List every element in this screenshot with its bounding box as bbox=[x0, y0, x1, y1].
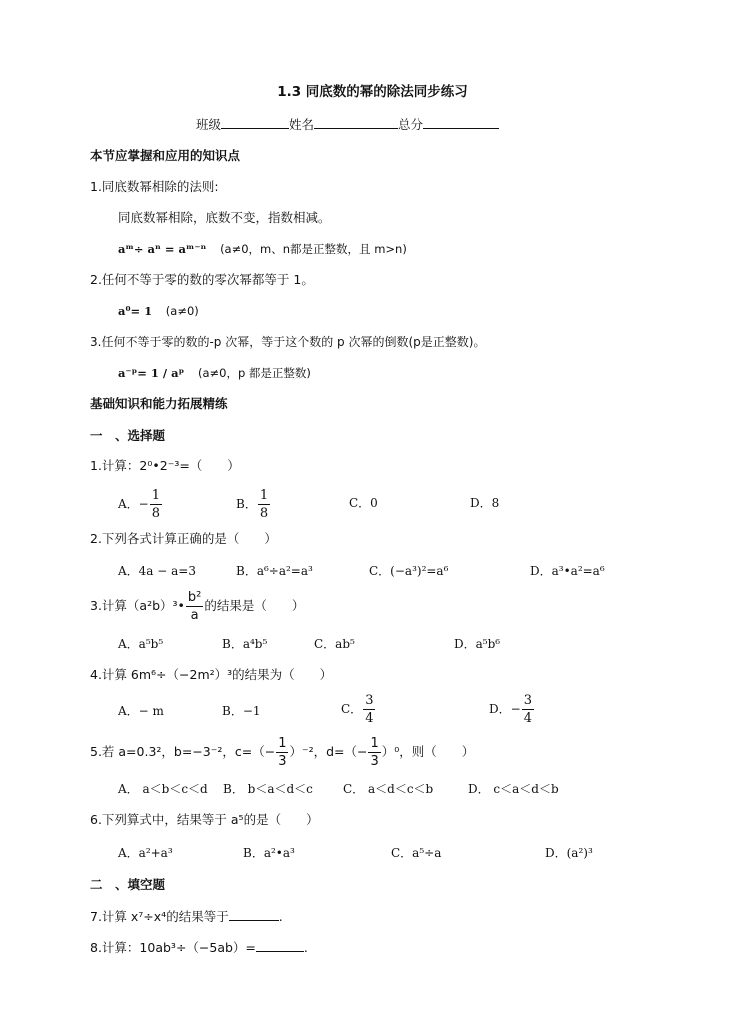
q5-stem-a: 5.若 a=0.3²，b=−3⁻²，c=（− bbox=[90, 744, 276, 759]
q3-stem-pre: 3.计算（a²b）³• bbox=[90, 598, 185, 613]
k3-title: 3.任何不等于零的数的-p 次幂，等于这个数的 p 次幂的倒数(p是正整数)。 bbox=[90, 335, 486, 349]
q1-option-a-fraction bbox=[150, 488, 162, 521]
k2-condition: (a≠0) bbox=[165, 304, 199, 318]
fraction-denominator: 3 bbox=[278, 754, 287, 769]
q4-option-c-fraction bbox=[363, 693, 375, 726]
fraction-denominator: 4 bbox=[365, 711, 374, 726]
q7-end: . bbox=[278, 909, 283, 924]
q4-stem: 4.计算 6m⁶÷（−2m²）³的结果为（ ） bbox=[90, 667, 333, 682]
q1-option-a-prefix: A．− bbox=[118, 497, 149, 511]
fraction-numerator: 3 bbox=[523, 693, 532, 708]
q7-line bbox=[90, 908, 283, 925]
q5-d-fraction bbox=[368, 736, 380, 769]
q6-option-d[interactable]: D．(a²)³ bbox=[545, 846, 593, 860]
fraction-numerator: 1 bbox=[259, 488, 269, 503]
q4-option-d[interactable] bbox=[489, 693, 535, 726]
q1-option-b-prefix: B． bbox=[236, 497, 257, 511]
q5-stem-c: ）⁰，则（ ） bbox=[381, 744, 475, 759]
q6-stem: 6.下列算式中，结果等于 a⁵的是（ ） bbox=[90, 812, 319, 827]
q3-stem bbox=[90, 590, 304, 623]
q1-option-c[interactable]: C．0 bbox=[349, 496, 378, 510]
q2-option-b[interactable]: B．a⁶÷a²=a³ bbox=[236, 564, 313, 578]
q3-option-d[interactable]: D．a⁵b⁶ bbox=[454, 637, 501, 651]
part2-heading: 二 、填空题 bbox=[90, 877, 166, 892]
q5-option-a[interactable]: A． a＜b＜c＜d bbox=[118, 782, 208, 796]
q8-answer-blank[interactable] bbox=[256, 939, 304, 952]
score-label: 总分 bbox=[398, 117, 424, 132]
k1-formula-line bbox=[118, 241, 407, 257]
q2-option-a[interactable]: A．4a − a=3 bbox=[118, 564, 196, 578]
q4-option-c[interactable] bbox=[341, 693, 376, 726]
q2-stem: 2.下列各式计算正确的是（ ） bbox=[90, 531, 277, 546]
q7-stem: 7.计算 x⁷÷x⁴的结果等于 bbox=[90, 909, 229, 924]
q1-option-d[interactable]: D．8 bbox=[470, 496, 500, 510]
q3-option-a[interactable]: A．a⁵b⁵ bbox=[118, 637, 164, 651]
fraction-denominator: 4 bbox=[523, 711, 532, 726]
page-title: 1.3 同底数的幂的除法同步练习 bbox=[277, 84, 468, 100]
q5-stem bbox=[90, 736, 474, 769]
q6-option-c[interactable]: C．a⁵÷a bbox=[391, 846, 442, 860]
q5-stem-b: ）⁻²，d=（− bbox=[289, 744, 368, 759]
q4-option-c-prefix: C． bbox=[341, 702, 363, 716]
class-blank[interactable] bbox=[221, 116, 289, 129]
name-blank[interactable] bbox=[314, 116, 398, 129]
q2-option-d[interactable]: D．a³•a²=a⁶ bbox=[530, 564, 605, 578]
q5-option-d[interactable]: D． c＜a＜d＜b bbox=[468, 782, 559, 796]
k3-condition: (a≠0，p 都是正整数) bbox=[197, 366, 311, 380]
k1-formula: aᵐ÷ aⁿ = aᵐ⁻ⁿ bbox=[118, 242, 207, 256]
fraction-denominator: 8 bbox=[259, 506, 269, 521]
k2-formula: a⁰= 1 bbox=[118, 304, 153, 318]
q5-option-c[interactable]: C． a＜d＜c＜b bbox=[343, 782, 434, 796]
section-knowledge-heading: 本节应掌握和应用的知识点 bbox=[90, 148, 241, 163]
name-label: 姓名 bbox=[289, 117, 315, 132]
q1-option-a[interactable] bbox=[118, 488, 163, 521]
q4-option-d-prefix: D．− bbox=[489, 702, 521, 716]
fraction-numerator: 1 bbox=[370, 736, 379, 751]
fraction-numerator: 3 bbox=[365, 693, 374, 708]
fraction-denominator: 3 bbox=[370, 754, 379, 769]
q5-option-b[interactable]: B． b＜a＜d＜c bbox=[223, 782, 313, 796]
q3-option-b[interactable]: B．a⁴b⁵ bbox=[222, 637, 268, 651]
k3-formula: a⁻ᵖ= 1 / aᵖ bbox=[118, 366, 185, 380]
q5-c-fraction bbox=[276, 736, 288, 769]
q3-stem-post: 的结果是（ ） bbox=[204, 598, 305, 613]
q3-fraction bbox=[186, 590, 203, 623]
k1-rule: 同底数幂相除，底数不变，指数相减。 bbox=[118, 210, 331, 225]
part1-heading: 一 、选择题 bbox=[90, 428, 166, 443]
k3-formula-line bbox=[118, 365, 311, 381]
q1-option-b-fraction bbox=[258, 488, 270, 521]
k1-title: 1.同底数幂相除的法则: bbox=[90, 179, 219, 194]
q3-option-c[interactable]: C．ab⁵ bbox=[314, 637, 355, 651]
class-label: 班级 bbox=[196, 117, 222, 132]
q8-stem: 8.计算：10ab³÷（−5ab）= bbox=[90, 940, 256, 955]
section-practice-heading: 基础知识和能力拓展精练 bbox=[90, 396, 228, 411]
q1-stem: 1.计算：2⁰•2⁻³=（ ） bbox=[90, 458, 240, 473]
k2-formula-line bbox=[118, 303, 199, 319]
q2-option-c[interactable]: C．(−a³)²=a⁶ bbox=[369, 564, 449, 578]
q8-end: . bbox=[303, 940, 308, 955]
fraction-numerator: 1 bbox=[151, 488, 161, 503]
q8-line bbox=[90, 939, 308, 956]
fraction-numerator: b² bbox=[187, 590, 202, 605]
q1-option-b[interactable] bbox=[236, 488, 271, 521]
q7-answer-blank[interactable] bbox=[229, 908, 279, 921]
fraction-denominator: 8 bbox=[151, 506, 161, 521]
fraction-numerator: 1 bbox=[278, 736, 287, 751]
score-blank[interactable] bbox=[423, 116, 499, 129]
k2-title: 2.任何不等于零的数的零次幂都等于 1。 bbox=[90, 272, 314, 287]
q4-option-b[interactable]: B．−1 bbox=[222, 704, 261, 718]
q6-option-a[interactable]: A．a²+a³ bbox=[118, 846, 173, 860]
header-fields bbox=[196, 116, 499, 133]
k1-condition: (a≠0，m、n都是正整数，且 m>n) bbox=[220, 242, 407, 256]
q6-option-b[interactable]: B．a²•a³ bbox=[243, 846, 295, 860]
fraction-denominator: a bbox=[190, 608, 199, 623]
q4-option-d-fraction bbox=[522, 693, 534, 726]
q4-option-a[interactable]: A．− m bbox=[118, 704, 164, 718]
